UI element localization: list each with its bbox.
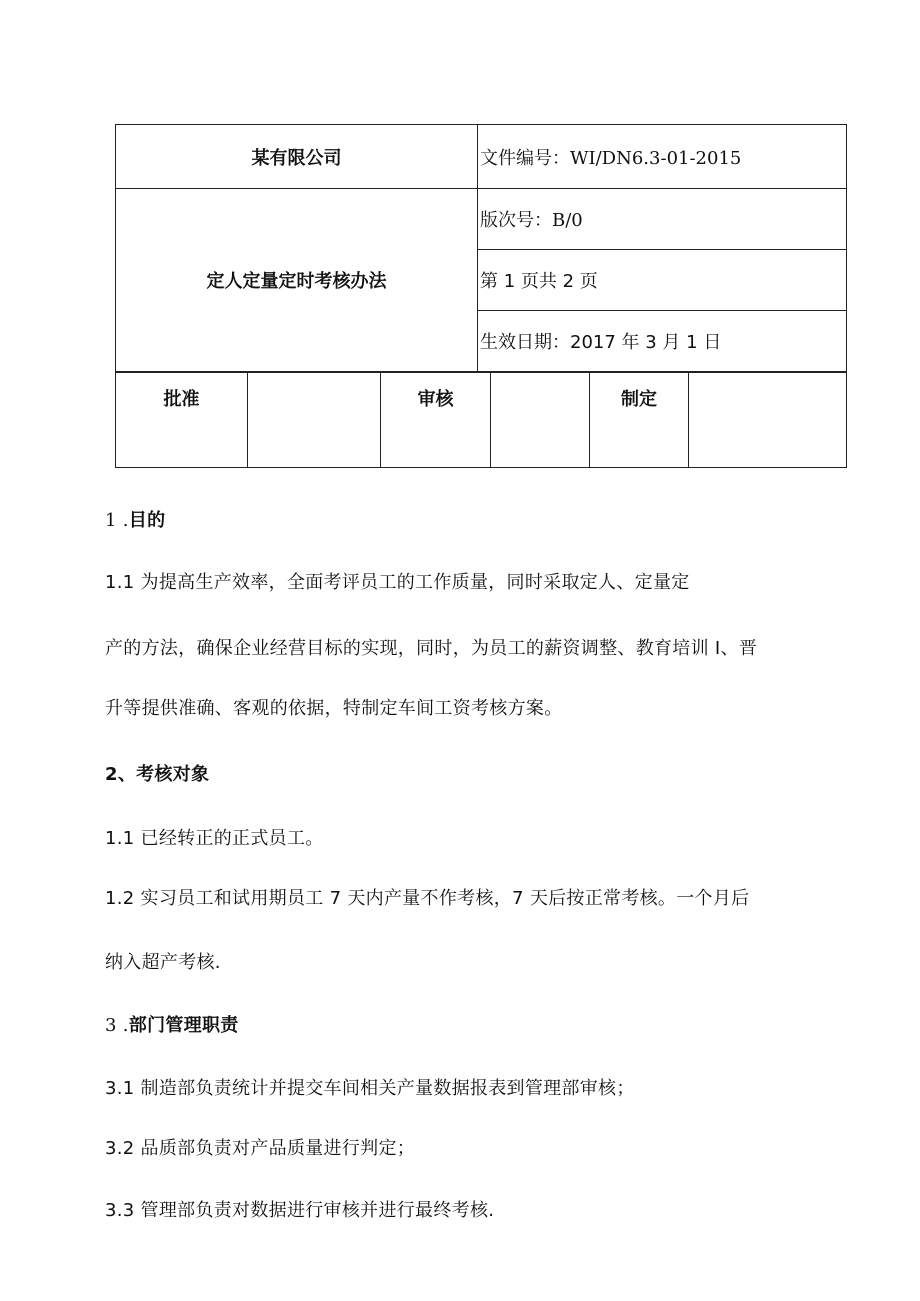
- review-label: 审核: [381, 373, 491, 468]
- paragraph-3-3: 3.3 管理部负责对数据进行审核并进行最终考核.: [105, 1200, 495, 1221]
- approve-signature-field: [248, 373, 381, 468]
- approve-label: 批准: [116, 373, 248, 468]
- section-1-heading: [105, 506, 165, 532]
- doc-number-label: 文件编号：: [480, 147, 570, 169]
- company-name: 某有限公司: [116, 125, 478, 189]
- doc-number-value: WI/DN6.3-01-2015: [570, 147, 742, 169]
- section-1-title: 目的: [128, 510, 166, 531]
- prepare-label: 制定: [590, 373, 689, 468]
- paragraph-2-2-line-2: 纳入超产考核.: [105, 952, 221, 973]
- version-label: 版次号：: [480, 210, 552, 231]
- paragraph-1-1-line-1: 1.1 为提高生产效率，全面考评员工的工作质量，同时采取定人、定量定: [105, 572, 690, 593]
- paragraph-3-2: 3.2 品质部负责对产品质量进行判定；: [105, 1138, 416, 1159]
- document-title: 定人定量定时考核办法: [116, 189, 478, 372]
- section-3-number: 3 .: [105, 1015, 129, 1036]
- effective-date-cell: [478, 311, 847, 372]
- section-1-number: 1 .: [105, 510, 129, 531]
- paragraph-2-2-line-1: 1.2 实习员工和试用期员工 7 天内产量不作考核，7 天后按正常考核。一个月后: [105, 888, 750, 909]
- version-cell: [478, 189, 847, 250]
- section-2-heading: 2、考核对象: [105, 764, 210, 785]
- section-3-title: 部门管理职责: [128, 1015, 239, 1036]
- section-3-heading: [105, 1011, 239, 1037]
- paragraph-3-1: 3.1 制造部负责统计并提交车间相关产量数据报表到管理部审核；: [105, 1078, 635, 1099]
- prepare-signature-field: [689, 373, 847, 468]
- version-value: B/0: [552, 210, 583, 231]
- review-signature-field: [491, 373, 590, 468]
- signature-table: [115, 372, 847, 468]
- page-info: 第 1 页共 2 页: [478, 250, 847, 311]
- doc-number-cell: [478, 125, 847, 189]
- paragraph-1-1-line-3: 升等提供准确、客观的依据，特制定车间工资考核方案。: [105, 698, 563, 719]
- effective-date-value: 2017 年 3 月 1 日: [570, 332, 722, 353]
- paragraph-2-1: 1.1 已经转正的正式员工。: [105, 828, 324, 849]
- document-header-table: [115, 124, 847, 372]
- effective-date-label: 生效日期：: [480, 332, 570, 353]
- paragraph-1-1-line-2: 产的方法，确保企业经营目标的实现，同时，为员工的薪资调整、教育培训 I、晋: [105, 638, 758, 659]
